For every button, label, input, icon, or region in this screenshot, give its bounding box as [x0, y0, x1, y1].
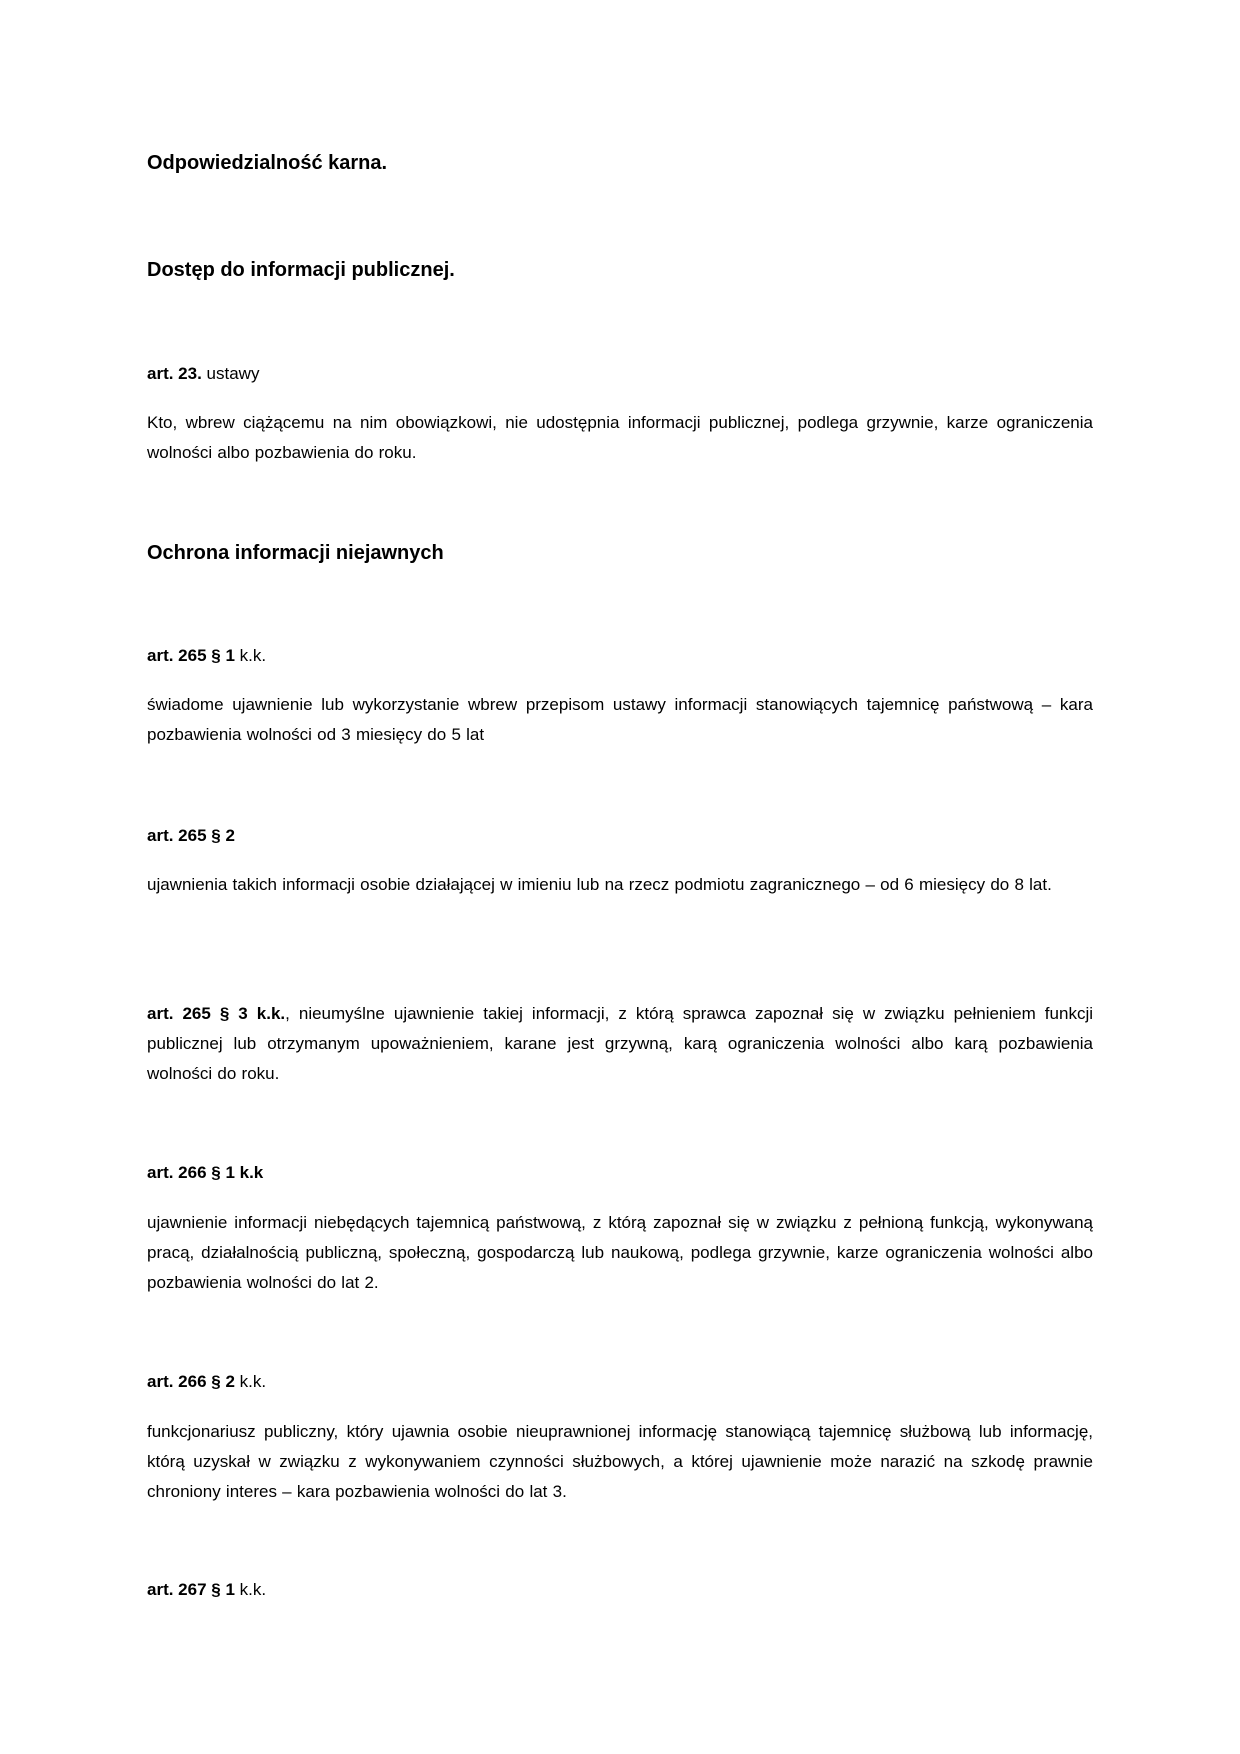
heading-classified-information-protection: Ochrona informacji niejawnych	[147, 542, 444, 564]
article-ref-bold: art. 266 § 1 k.k	[147, 1163, 264, 1182]
heading-public-information-access: Dostęp do informacji publicznej.	[147, 259, 455, 281]
heading-criminal-liability: Odpowiedzialność karna.	[147, 152, 388, 174]
article-text-266-1: ujawnienie informacji niebędących tajemnicą państwową, z którą zapoznał się w związku z pełnioną funkcją, wykonywaną pracą, działalnością publiczną, społeczną, gospodarczą lub naukową, podlega grzywnie, karze ograniczenia wolności albo pozbawienia wolności do lat 2.	[147, 1213, 1093, 1292]
article-ref-266-2	[147, 1370, 1093, 1394]
article-text-265-3: , nieumyślne ujawnienie takiej informacji, z którą sprawca zapoznał się w związku pełnieniem funkcji publicznej lub otrzymanym upoważnieniem, karane jest grzywną, karą ograniczenia wolności albo karą pozbawienia wolności do roku.	[147, 1004, 1093, 1083]
article-ref-bold: art. 265 § 2	[147, 826, 235, 845]
article-ref-bold: art. 267 § 1	[147, 1580, 235, 1599]
article-ref-265-2	[147, 824, 1093, 848]
article-265-3-paragraph	[147, 999, 1093, 1089]
article-text-265-1: świadome ujawnienie lub wykorzystanie wbrew przepisom ustawy informacji stanowiących tajemnicę państwową – kara pozbawienia wolności od 3 miesięcy do 5 lat	[147, 695, 1093, 744]
article-ref-bold: art. 23.	[147, 364, 202, 383]
article-ref-266-1	[147, 1161, 1093, 1185]
article-ref-265-1	[147, 644, 1093, 668]
article-ref-23	[147, 362, 1093, 386]
article-ref-267-1	[147, 1578, 1093, 1602]
article-ref-suffix: k.k.	[234, 1372, 267, 1391]
article-ref-bold: art. 266 § 2	[147, 1372, 235, 1391]
article-ref-suffix: k.k.	[234, 1580, 267, 1599]
article-ref-suffix: k.k.	[234, 646, 267, 665]
article-text-266-2: funkcjonariusz publiczny, który ujawnia osobie nieuprawnionej informację stanowiącą tajemnicę służbową lub informację, którą uzyskał w związku z wykonywaniem czynności służbowych, a której ujawnienie może narazić na szkodę prawnie chroniony interes – kara pozbawienia wolności do lat 3.	[147, 1422, 1093, 1501]
article-ref-bold: art. 265 § 1	[147, 646, 235, 665]
article-text-23: Kto, wbrew ciążącemu na nim obowiązkowi, nie udostępnia informacji publicznej, podlega grzywnie, karze ograniczenia wolności albo pozbawienia do roku.	[147, 413, 1093, 462]
article-ref-bold: art. 265 § 3 k.k.	[147, 1004, 286, 1023]
article-ref-suffix: ustawy	[201, 364, 260, 383]
article-text-265-2: ujawnienia takich informacji osobie działającej w imieniu lub na rzecz podmiotu zagranicznego – od 6 miesięcy do 8 lat.	[147, 875, 1052, 894]
